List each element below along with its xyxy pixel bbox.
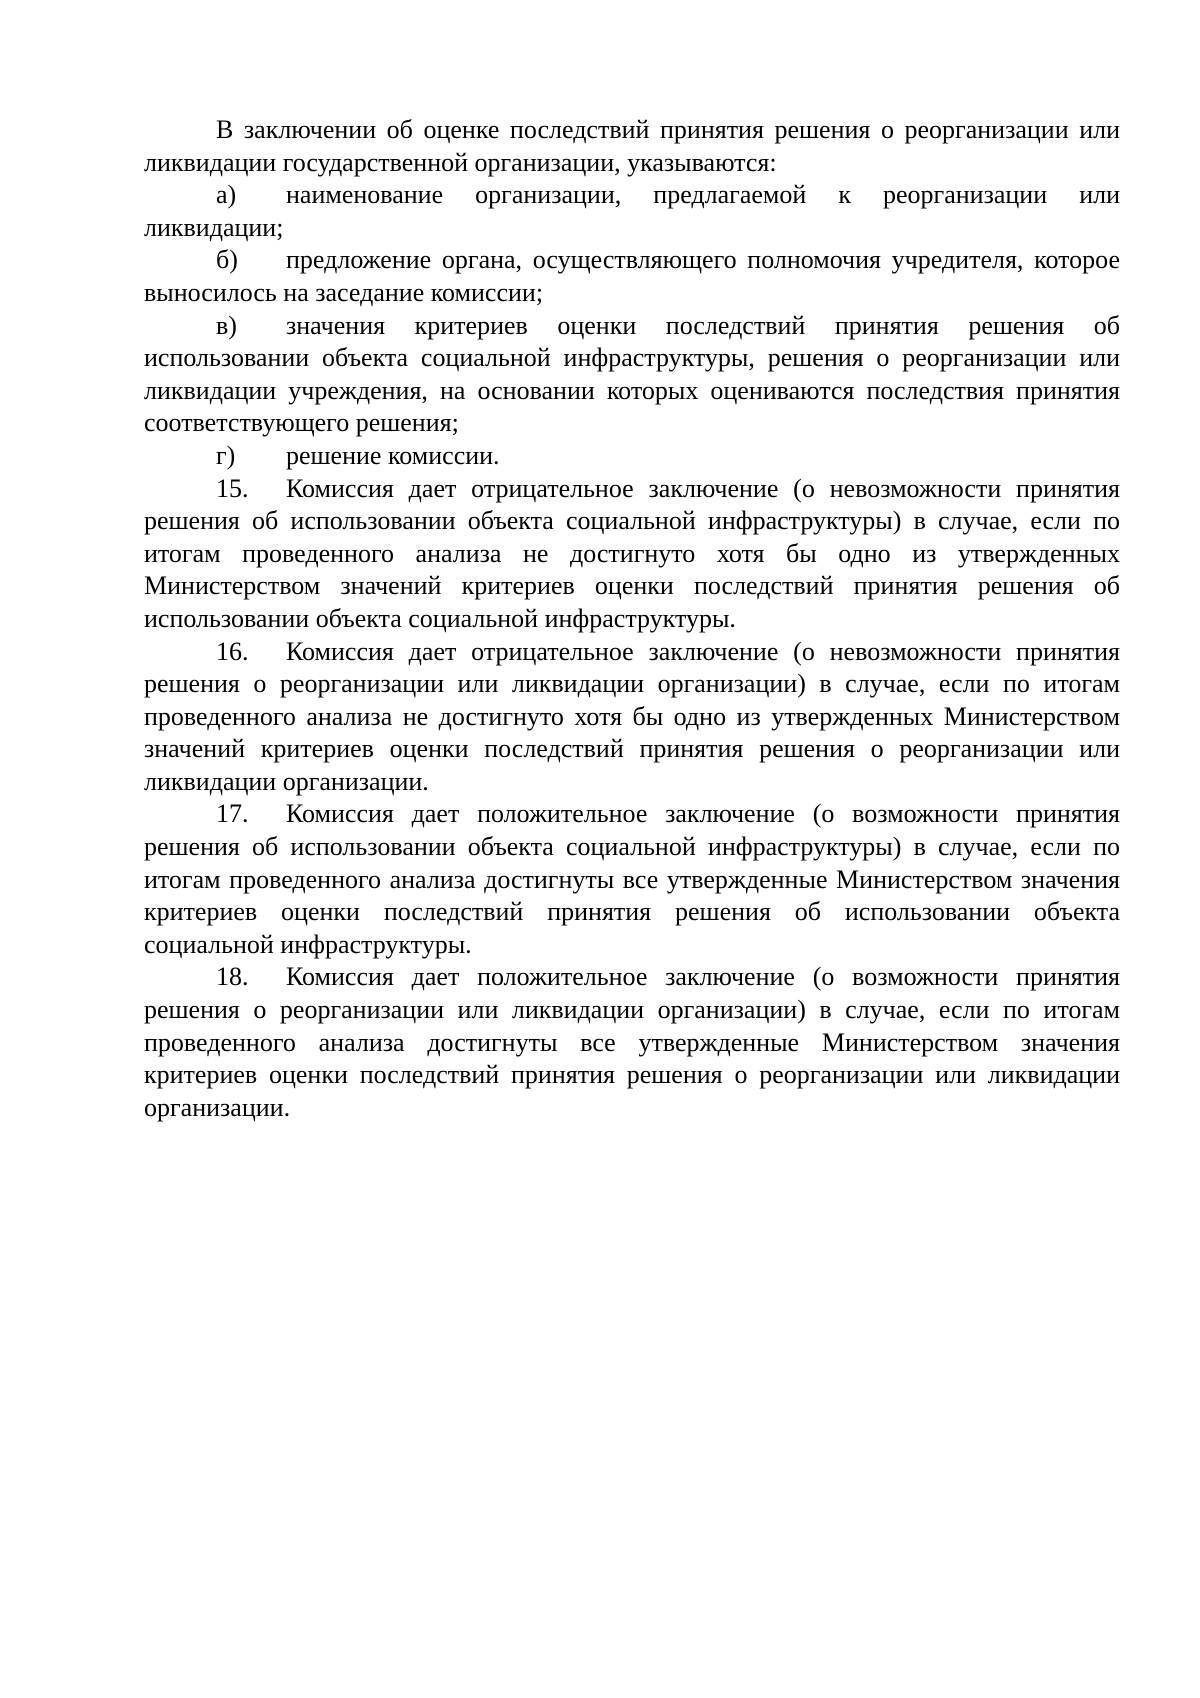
clause-18 <box>144 961 1120 1124</box>
clause-number: 16. <box>216 636 249 666</box>
clause-16 <box>144 636 1120 799</box>
list-marker: г) <box>216 440 236 470</box>
list-marker: в) <box>216 310 237 340</box>
list-marker: а) <box>216 180 237 210</box>
list-marker: б) <box>216 245 238 275</box>
clause-text: Комиссия дает отрицательное заключение (о невозможности принятия решения о реорганизации или ликвидации организации) в случае, если по итогам проведенного анализа не достигнуто хотя бы одно из утвержденных Министерством значений критериев оценки последствий принятия решения о реорганизации или ликвидации организации. <box>144 636 1120 796</box>
intro-paragraph: В заключении об оценке последствий принятия решения о реорганизации или ликвидации государственной организации, указываются: <box>144 115 1120 177</box>
list-item-a <box>144 179 1120 244</box>
list-item-b <box>144 244 1120 309</box>
clause-number: 15. <box>216 473 249 503</box>
document-body <box>144 114 1120 1124</box>
clause-15 <box>144 473 1120 636</box>
clause-17 <box>144 798 1120 961</box>
list-item-g <box>144 440 1120 473</box>
clause-number: 17. <box>216 799 249 829</box>
clause-text: Комиссия дает положительное заключение (о возможности принятия решения об использовании объекта социальной инфраструктуры) в случае, если по итогам проведенного анализа достигнуты все утвержденные Министерством значения критериев оценки последствий принятия решения об использовании объекта социальной инфраструктуры. <box>144 799 1120 959</box>
list-item-text: наименование организации, предлагаемой к реорганизации или ликвидации; <box>144 180 1120 242</box>
list-item-text: значения критериев оценки последствий принятия решения об использовании объекта социальной инфраструктуры, решения о реорганизации или ликвидации учреждения, на основании которых оцениваются последствия принятия соответствующего решения; <box>144 310 1120 438</box>
clause-text: Комиссия дает положительное заключение (о возможности принятия решения о реорганизации или ликвидации организации) в случае, если по итогам проведенного анализа достигнуты все утвержденные Министерством значения критериев оценки последствий принятия решения о реорганизации или ликвидации организации. <box>144 962 1120 1122</box>
list-item-v <box>144 310 1120 440</box>
list-item-text: решение комиссии. <box>286 440 500 470</box>
clause-number: 18. <box>216 962 249 992</box>
clause-text: Комиссия дает отрицательное заключение (о невозможности принятия решения об использовании объекта социальной инфраструктуры) в случае, если по итогам проведенного анализа не достигнуто хотя бы одно из утвержденных Министерством значений критериев оценки последствий принятия решения об использовании объекта социальной инфраструктуры. <box>144 473 1120 633</box>
list-item-text: предложение органа, осуществляющего полномочия учредителя, которое выносилось на заседание комиссии; <box>144 245 1120 307</box>
